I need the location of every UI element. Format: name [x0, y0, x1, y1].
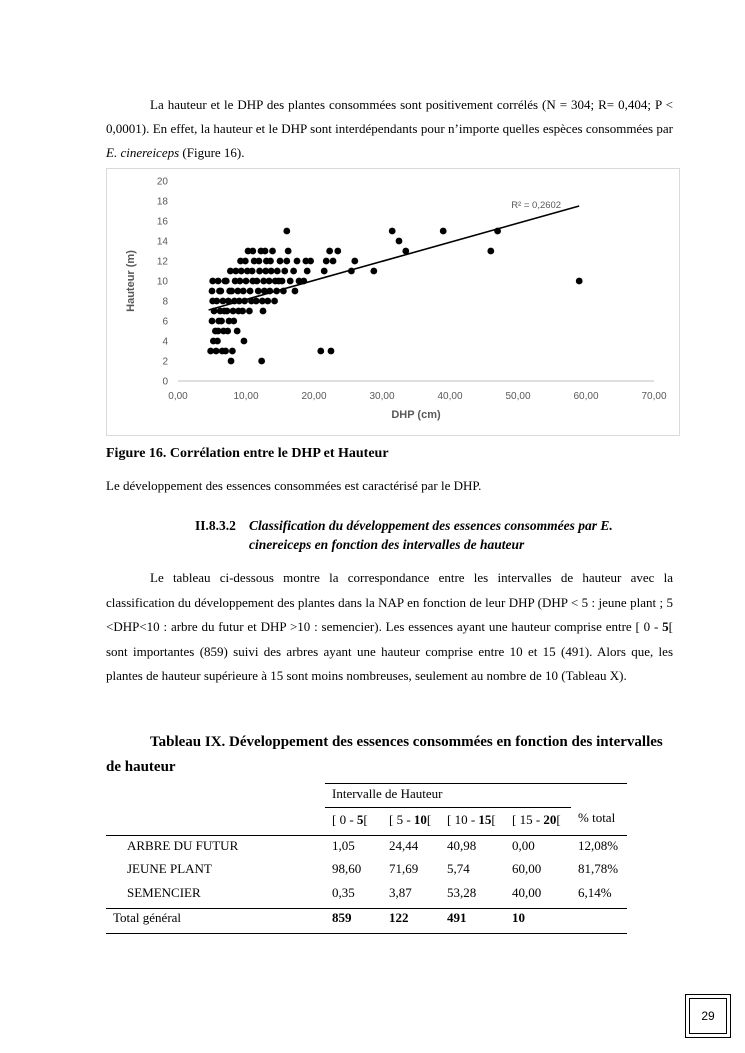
- table-cell: 24,44: [389, 838, 419, 853]
- data-point: [304, 268, 311, 275]
- data-point: [209, 288, 216, 295]
- x-tick-label: 40,00: [437, 391, 463, 402]
- section-number: II.8.3.2: [195, 518, 236, 533]
- trendline: [209, 206, 580, 310]
- data-point: [238, 268, 245, 275]
- table-cell: 3,87: [389, 885, 412, 900]
- table-cell: 71,69: [389, 861, 419, 876]
- y-tick-label: 12: [156, 256, 168, 268]
- x-tick-label: 0,00: [168, 391, 188, 402]
- data-point: [274, 268, 281, 275]
- header-total: % total: [578, 810, 616, 825]
- body-text-2: [ sont importantes (859) suivi des arbres ayant une hauteur comprise entre 10 et 15 (491). Alors que, les plantes de hauteur supérieure à 15 sont moins nombreuses, seulement au nombre de 10 (Tableau X).: [106, 619, 673, 683]
- group-header: Intervalle de Hauteur: [332, 786, 443, 801]
- data-point: [302, 258, 309, 265]
- data-point: [224, 308, 231, 315]
- data-point: [264, 298, 271, 305]
- row-label-arbre-du-futur: ARBRE DU FUTUR: [127, 838, 239, 853]
- data-point: [396, 238, 403, 245]
- data-point: [326, 248, 333, 255]
- data-point: [266, 278, 273, 285]
- data-point: [224, 328, 231, 335]
- body-bold-5: 5: [662, 619, 669, 634]
- page-number: 29: [701, 1009, 715, 1023]
- data-point: [268, 268, 275, 275]
- intro-text-before: La hauteur et le DHP des plantes consommées sont positivement corrélés (N = 304; R= 0,404; P < 0,0001). En effet, la hauteur et le DHP sont interdépendants pour n’importe quelles espèces consommées par: [106, 97, 673, 136]
- y-tick-label: 6: [162, 316, 168, 328]
- x-axis-title: DHP (cm): [391, 409, 441, 421]
- body-text-1: Le tableau ci-dessous montre la correspondance entre les intervalles de hauteur avec la classification du développement des plantes dans la NAP en fonction de leur DHP (DHP < 5 : jeune plant ; 5 <DHP<10 : arbre du futur et DHP >10 : semencier). Les essences ayant une hauteur comprise entre [ 0 -: [106, 570, 673, 634]
- data-point: [240, 288, 247, 295]
- data-point: [370, 268, 377, 275]
- y-tick-label: 4: [162, 336, 168, 348]
- row-label-jeune-plant: JEUNE PLANT: [127, 861, 212, 876]
- table-title-line-1: Tableau IX. Développement des essences consommées en fonction des intervalles: [150, 734, 663, 750]
- x-tick-label: 30,00: [369, 391, 395, 402]
- x-tick-label: 50,00: [505, 391, 531, 402]
- data-point: [287, 278, 294, 285]
- data-point: [247, 288, 254, 295]
- table-cell-total: 6,14%: [578, 885, 612, 900]
- data-point: [249, 248, 256, 255]
- row-label-semencier: SEMENCIER: [127, 885, 201, 900]
- data-point: [290, 268, 297, 275]
- data-point: [323, 258, 330, 265]
- data-point: [236, 278, 243, 285]
- species-name: E. cinereiceps: [106, 145, 180, 160]
- data-point: [260, 308, 267, 315]
- table-title-line-2: de hauteur: [106, 759, 176, 775]
- footer-cell: 10: [512, 910, 525, 925]
- table-cell-total: 12,08%: [578, 838, 619, 853]
- section-title-line-1: Classification du développement des essences consommées par E.: [249, 518, 613, 533]
- data-point: [209, 318, 216, 325]
- data-point: [230, 318, 237, 325]
- data-point: [253, 278, 260, 285]
- data-point: [258, 358, 265, 365]
- data-point: [213, 298, 220, 305]
- data-point: [277, 258, 284, 265]
- table-cell: 5,74: [447, 861, 470, 876]
- data-point: [255, 288, 262, 295]
- data-point: [214, 338, 221, 345]
- data-point: [328, 348, 335, 355]
- data-point: [317, 348, 324, 355]
- footer-label: Total général: [113, 910, 182, 925]
- data-point: [283, 258, 290, 265]
- table-cell: 40,00: [512, 885, 542, 900]
- header-bottom-rule: [106, 835, 627, 836]
- y-tick-label: 18: [156, 196, 168, 208]
- footer-cell: 491: [447, 910, 467, 925]
- footer-cell: 859: [332, 910, 352, 925]
- data-point: [271, 298, 278, 305]
- header-interval-3: [ 15 - 20[: [512, 812, 561, 827]
- data-point: [330, 258, 337, 265]
- table-cell: 53,28: [447, 885, 477, 900]
- footer-cell: 122: [389, 910, 409, 925]
- table-bottom-rule: [106, 933, 627, 934]
- x-tick-label: 20,00: [301, 391, 327, 402]
- table-cell: 0,00: [512, 838, 535, 853]
- data-point: [241, 338, 248, 345]
- y-tick-label: 20: [156, 176, 168, 188]
- data-point: [321, 268, 328, 275]
- data-point: [234, 328, 241, 335]
- data-point: [283, 228, 290, 235]
- x-tick-label: 60,00: [573, 391, 599, 402]
- figure-16-frame: [106, 168, 680, 436]
- page-number-box: [685, 994, 731, 1038]
- y-tick-label: 0: [162, 376, 168, 388]
- data-point: [576, 278, 583, 285]
- data-point: [249, 268, 256, 275]
- section-title-line-2: cinereiceps en fonction des intervalles de hauteur: [249, 537, 525, 552]
- table-cell-total: 81,78%: [578, 861, 619, 876]
- data-point: [256, 268, 263, 275]
- data-point: [229, 348, 236, 355]
- x-tick-label: 70,00: [641, 391, 667, 402]
- data-point: [285, 248, 292, 255]
- data-point: [281, 268, 288, 275]
- after-figure-text: Le développement des essences consommées est caractérisé par le DHP.: [106, 478, 482, 493]
- section-heading: [195, 516, 236, 536]
- data-point: [246, 308, 253, 315]
- data-point: [217, 288, 224, 295]
- body-paragraph: [106, 566, 673, 689]
- header-interval-1: [ 5 - 10[: [389, 812, 432, 827]
- y-tick-label: 10: [156, 276, 168, 288]
- data-point: [351, 258, 358, 265]
- figure-caption: Figure 16. Corrélation entre le DHP et Hauteur: [106, 446, 389, 461]
- header-interval-0: [ 0 - 5[: [332, 812, 368, 827]
- data-point: [223, 278, 230, 285]
- data-point: [228, 288, 235, 295]
- data-point: [256, 258, 263, 265]
- scatter-chart: [107, 169, 679, 435]
- header-interval-2: [ 10 - 15[: [447, 812, 496, 827]
- data-point: [213, 348, 220, 355]
- data-point: [218, 318, 225, 325]
- intro-text-after: (Figure 16).: [179, 145, 245, 160]
- data-point: [243, 278, 250, 285]
- y-tick-label: 14: [156, 236, 168, 248]
- table-top-rule: [325, 783, 627, 784]
- group-header-rule: [325, 807, 571, 808]
- data-point: [267, 258, 274, 265]
- data-point: [269, 248, 276, 255]
- data-point: [294, 258, 301, 265]
- data-point: [222, 348, 229, 355]
- data-point: [279, 278, 286, 285]
- table-cell: 60,00: [512, 861, 542, 876]
- y-tick-label: 2: [162, 356, 168, 368]
- data-point: [262, 248, 269, 255]
- y-tick-label: 8: [162, 296, 168, 308]
- y-axis-title: Hauteur (m): [125, 250, 137, 312]
- data-point: [239, 308, 246, 315]
- data-point: [242, 258, 249, 265]
- table-cell: 98,60: [332, 861, 362, 876]
- table-cell: 1,05: [332, 838, 355, 853]
- r-squared-annotation: R² = 0,2602: [511, 200, 562, 211]
- data-point: [389, 228, 396, 235]
- intro-paragraph: [106, 93, 673, 165]
- x-tick-label: 10,00: [233, 391, 259, 402]
- data-point: [228, 358, 235, 365]
- table-cell: 0,35: [332, 885, 355, 900]
- table-cell: 40,98: [447, 838, 477, 853]
- y-tick-label: 16: [156, 216, 168, 228]
- data-point: [334, 248, 341, 255]
- footer-top-rule: [106, 908, 627, 909]
- data-point: [253, 298, 260, 305]
- data-point: [440, 228, 447, 235]
- data-point: [215, 278, 222, 285]
- data-point: [487, 248, 494, 255]
- data-point: [292, 288, 299, 295]
